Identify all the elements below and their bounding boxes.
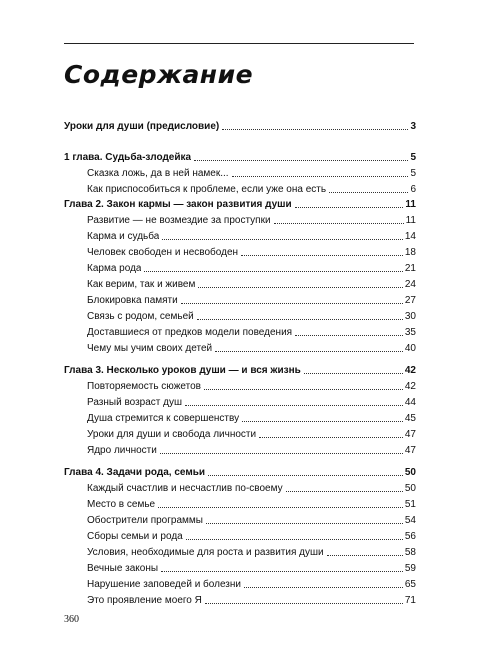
toc-entry-page: 35 — [404, 327, 416, 338]
toc-entry-label: Уроки для души и свобода личности — [87, 429, 257, 440]
toc-subentry — [87, 341, 416, 355]
toc-entry-label: Душа стремится к совершенству — [87, 413, 240, 424]
dot-leader — [198, 287, 403, 288]
toc-entry-page: 65 — [404, 579, 416, 590]
toc-entry-page: 47 — [404, 445, 416, 456]
toc-entry-label: Это проявление моего Я — [87, 595, 202, 606]
toc-chapter-entry — [64, 119, 416, 133]
dot-leader — [295, 207, 404, 208]
toc-entry-page: 24 — [404, 279, 416, 290]
toc-entry-page: 51 — [404, 499, 416, 510]
toc-subentry — [87, 427, 416, 441]
page-number: 360 — [64, 614, 79, 625]
toc-subentry — [87, 261, 416, 275]
toc-entry-page: 44 — [404, 397, 416, 408]
toc-subentry — [87, 593, 416, 607]
dot-leader — [208, 475, 403, 476]
toc-entry-page: 50 — [404, 483, 416, 494]
toc-entry-page: 58 — [404, 547, 416, 558]
toc-entry-page: 5 — [410, 168, 416, 179]
toc-entry-label: Доставшиеся от предков модели поведения — [87, 327, 293, 338]
toc-entry-page: 56 — [404, 531, 416, 542]
dot-leader — [204, 389, 403, 390]
toc-subentry — [87, 213, 416, 227]
toc-entry-label: Каждый счастлив и несчастлив по-своему — [87, 483, 283, 494]
toc-subentry — [87, 395, 416, 409]
toc-entry-label: 1 глава. Судьба-злодейка — [64, 152, 192, 163]
dot-leader — [329, 192, 408, 193]
toc-subentry — [87, 229, 416, 243]
toc-entry-label: Как приспособиться к проблеме, если уже она есть — [87, 184, 327, 195]
toc-entry-label: Сказка ложь, да в ней намек... — [87, 168, 229, 179]
toc-subentry — [87, 325, 416, 339]
toc-entry-page: 3 — [410, 121, 416, 132]
toc-entry-page: 50 — [404, 467, 416, 478]
dot-leader — [241, 255, 403, 256]
toc-entry-label: Вечные законы — [87, 563, 159, 574]
toc-entry-label: Место в семье — [87, 499, 156, 510]
toc-subentry — [87, 561, 416, 575]
toc-entry-page: 42 — [404, 381, 416, 392]
dot-leader — [274, 223, 404, 224]
toc-subentry — [87, 481, 416, 495]
toc-subentry — [87, 443, 416, 457]
toc-chapter-entry — [64, 363, 416, 377]
toc-subentry — [87, 545, 416, 559]
dot-leader — [160, 453, 403, 454]
dot-leader — [205, 603, 403, 604]
toc-entry-page: 18 — [404, 247, 416, 258]
toc-subentry — [87, 529, 416, 543]
dot-leader — [194, 160, 408, 161]
toc-entry-page: 27 — [404, 295, 416, 306]
toc-entry-label: Карма рода — [87, 263, 142, 274]
toc-entry-page: 42 — [404, 365, 416, 376]
toc-entry-label: Повторяемость сюжетов — [87, 381, 201, 392]
toc-entry-page: 47 — [404, 429, 416, 440]
dot-leader — [215, 351, 403, 352]
toc-entry-label: Ядро личности — [87, 445, 157, 456]
top-rule — [64, 43, 414, 44]
dot-leader — [295, 335, 403, 336]
toc-subentry — [87, 513, 416, 527]
toc-entry-page: 5 — [410, 152, 416, 163]
toc-entry-label: Разный возраст душ — [87, 397, 183, 408]
toc-subentry — [87, 577, 416, 591]
page-title: Содержание — [64, 60, 254, 89]
toc-entry-page: 14 — [404, 231, 416, 242]
toc-entry-label: Нарушение заповедей и болезни — [87, 579, 241, 590]
dot-leader — [206, 523, 403, 524]
toc-subentry — [87, 497, 416, 511]
dot-leader — [244, 587, 403, 588]
toc-chapter-entry — [64, 150, 416, 164]
toc-entry-label: Условия, необходимые для роста и развития души — [87, 547, 324, 558]
toc-entry-label: Чему мы учим своих детей — [87, 343, 213, 354]
toc-subentry — [87, 379, 416, 393]
toc-entry-label: Связь с родом, семьей — [87, 311, 194, 322]
toc-entry-page: 59 — [404, 563, 416, 574]
toc-chapter-entry — [64, 197, 416, 211]
dot-leader — [304, 373, 403, 374]
toc-entry-label: Как верим, так и живем — [87, 279, 196, 290]
toc-subentry — [87, 245, 416, 259]
dot-leader — [185, 405, 403, 406]
toc-entry-page: 11 — [405, 199, 416, 210]
toc-chapter-entry — [64, 465, 416, 479]
toc-entry-page: 6 — [410, 184, 416, 195]
toc-entry-page: 54 — [404, 515, 416, 526]
toc-entry-label: Развитие — не возмездие за проступки — [87, 215, 271, 226]
toc-entry-label: Глава 2. Закон кармы — закон развития души — [64, 199, 292, 210]
dot-leader — [181, 303, 403, 304]
toc-entry-label: Глава 4. Задачи рода, семьи — [64, 467, 206, 478]
toc-entry-page: 40 — [404, 343, 416, 354]
toc-subentry — [87, 182, 416, 196]
toc-subentry — [87, 166, 416, 180]
toc-entry-label: Уроки для души (предисловие) — [64, 121, 220, 132]
toc-entry-label: Человек свободен и несвободен — [87, 247, 239, 258]
dot-leader — [144, 271, 402, 272]
toc-entry-label: Блокировка памяти — [87, 295, 178, 306]
dot-leader — [242, 421, 403, 422]
toc-entry-label: Глава 3. Несколько уроков души — и вся жизнь — [64, 365, 301, 376]
dot-leader — [222, 129, 408, 130]
toc-entry-label: Карма и судьба — [87, 231, 160, 242]
dot-leader — [286, 491, 403, 492]
dot-leader — [259, 437, 403, 438]
toc-entry-label: Обострители программы — [87, 515, 203, 526]
toc-subentry — [87, 293, 416, 307]
dot-leader — [327, 555, 403, 556]
toc-subentry — [87, 411, 416, 425]
toc-subentry — [87, 277, 416, 291]
toc-entry-page: 71 — [404, 595, 416, 606]
toc-entry-page: 11 — [405, 215, 416, 226]
toc-entry-page: 45 — [404, 413, 416, 424]
dot-leader — [158, 507, 403, 508]
toc-subentry — [87, 309, 416, 323]
dot-leader — [197, 319, 403, 320]
toc-entry-page: 21 — [404, 263, 416, 274]
toc-entry-page: 30 — [404, 311, 416, 322]
dot-leader — [186, 539, 403, 540]
dot-leader — [162, 239, 403, 240]
toc-entry-label: Сборы семьи и рода — [87, 531, 183, 542]
dot-leader — [161, 571, 403, 572]
dot-leader — [232, 176, 409, 177]
